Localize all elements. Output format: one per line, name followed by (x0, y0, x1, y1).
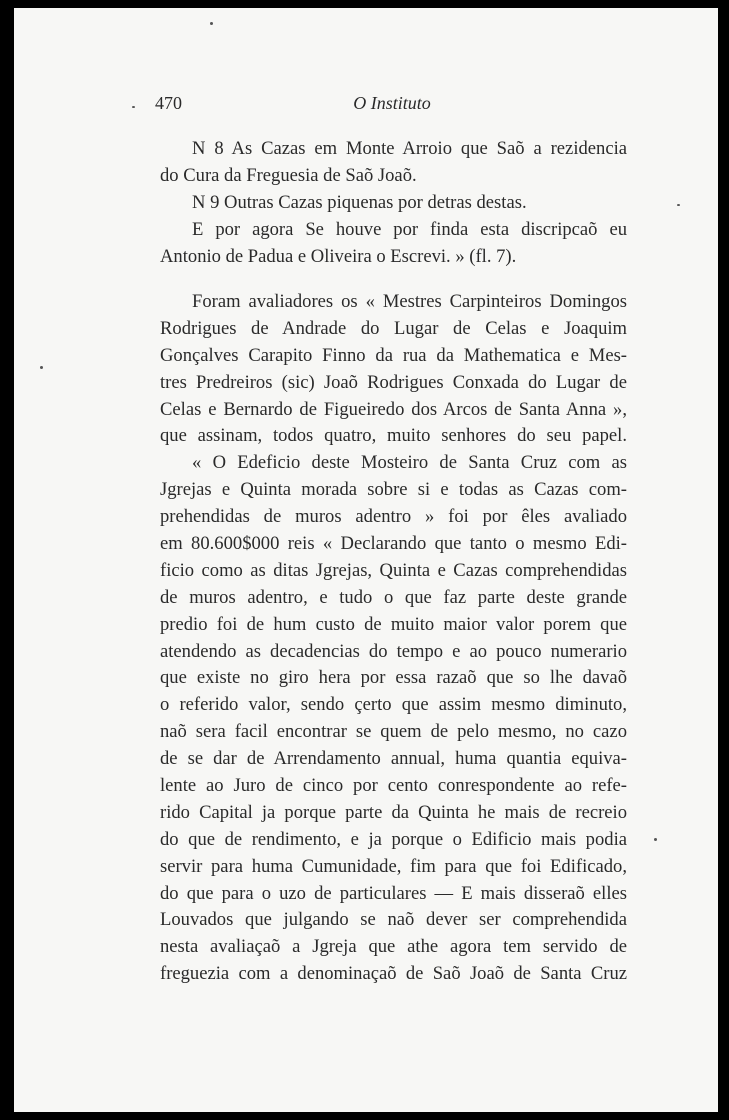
page-number: 470 (155, 93, 182, 113)
text-line: do que de rendimento, e ja porque o Edificio mais podia (160, 828, 627, 850)
scan-speck (132, 106, 135, 108)
scan-speck (40, 366, 43, 369)
text-line: Rodrigues de Andrade do Lugar de Celas e Joaquim (160, 317, 627, 339)
appraisal-paragraphs (160, 289, 627, 988)
text-line: do Cura da Freguesia de Saõ Joaõ. (160, 164, 417, 186)
text-line: N 9 Outras Cazas piquenas por detras destas. (192, 191, 527, 213)
text-line: E por agora Se houve por finda esta discripcaõ eu (192, 218, 627, 240)
running-title: O Instituto (353, 93, 431, 113)
text-line: servir para huma Cumunidade, fim para que foi Edificado, (160, 855, 627, 877)
text-line: prehendidas de muros adentro » foi por êles avaliado (160, 506, 627, 528)
text-line: rido Capital ja porque parte da Quinta he mais de recreio (160, 801, 627, 823)
text-line: de muros adentro, e tudo o que faz parte deste grande (160, 586, 627, 608)
text-line: de se dar de Arrendamento annual, huma quantia equiva- (160, 748, 627, 770)
text-line: atendendo as decadencias do tempo e ao pouco numerario (160, 640, 627, 662)
text-line: Jgrejas e Quinta morada sobre si e todas as Cazas com- (160, 479, 627, 501)
inventory-entries (160, 136, 627, 270)
text-line: « O Edeficio deste Mosteiro de Santa Cruz com as (192, 452, 627, 474)
text-line: que existe no giro hera por essa razaõ que so lhe davaõ (160, 667, 627, 689)
text-line: Antonio de Padua e Oliveira o Escrevi. » (fl. 7). (160, 245, 517, 267)
text-line: freguezia com a denominaçaõ de Saõ Joaõ de Santa Cruz (160, 963, 627, 985)
text-line: do que para o uzo de particulares — E mais disseraõ elles (160, 882, 627, 904)
text-line: Gonçalves Carapito Finno da rua da Mathematica e Mes- (160, 344, 627, 366)
text-line: Louvados que julgando se naõ dever ser comprehendida (160, 909, 627, 931)
page-header (155, 93, 629, 117)
text-line: predio foi de hum custo de muito maior valor porem que (160, 613, 627, 635)
scan-speck (654, 838, 657, 841)
text-line: tres Predreiros (sic) Joaõ Rodrigues Conxada do Lugar de (160, 371, 627, 393)
text-line: o referido valor, sendo çerto que assim mesmo diminuto, (160, 694, 627, 716)
text-line: lente ao Juro de cinco por cento conrespondente ao refe- (160, 775, 627, 797)
scan-speck (210, 22, 213, 25)
text-line: Celas e Bernardo de Figueiredo dos Arcos de Santa Anna », (160, 398, 627, 420)
scan-speck (677, 204, 680, 206)
text-line: que assinam, todos quatro, muito senhores do seu papel. (160, 425, 627, 447)
text-line: Foram avaliadores os « Mestres Carpinteiros Domingos (192, 291, 627, 312)
text-line: naõ sera facil encontrar se quem de pelo mesmo, no cazo (160, 721, 627, 743)
text-line: nesta avaliaçaõ a Jgreja que athe agora tem servido de (160, 936, 627, 958)
text-line: ficio como as ditas Jgrejas, Quinta e Cazas comprehendidas (160, 559, 627, 581)
text-line: em 80.600$000 reis « Declarando que tanto o mesmo Edi- (160, 533, 627, 555)
text-line: N 8 As Cazas em Monte Arroio que Saõ a rezidencia (192, 138, 627, 159)
